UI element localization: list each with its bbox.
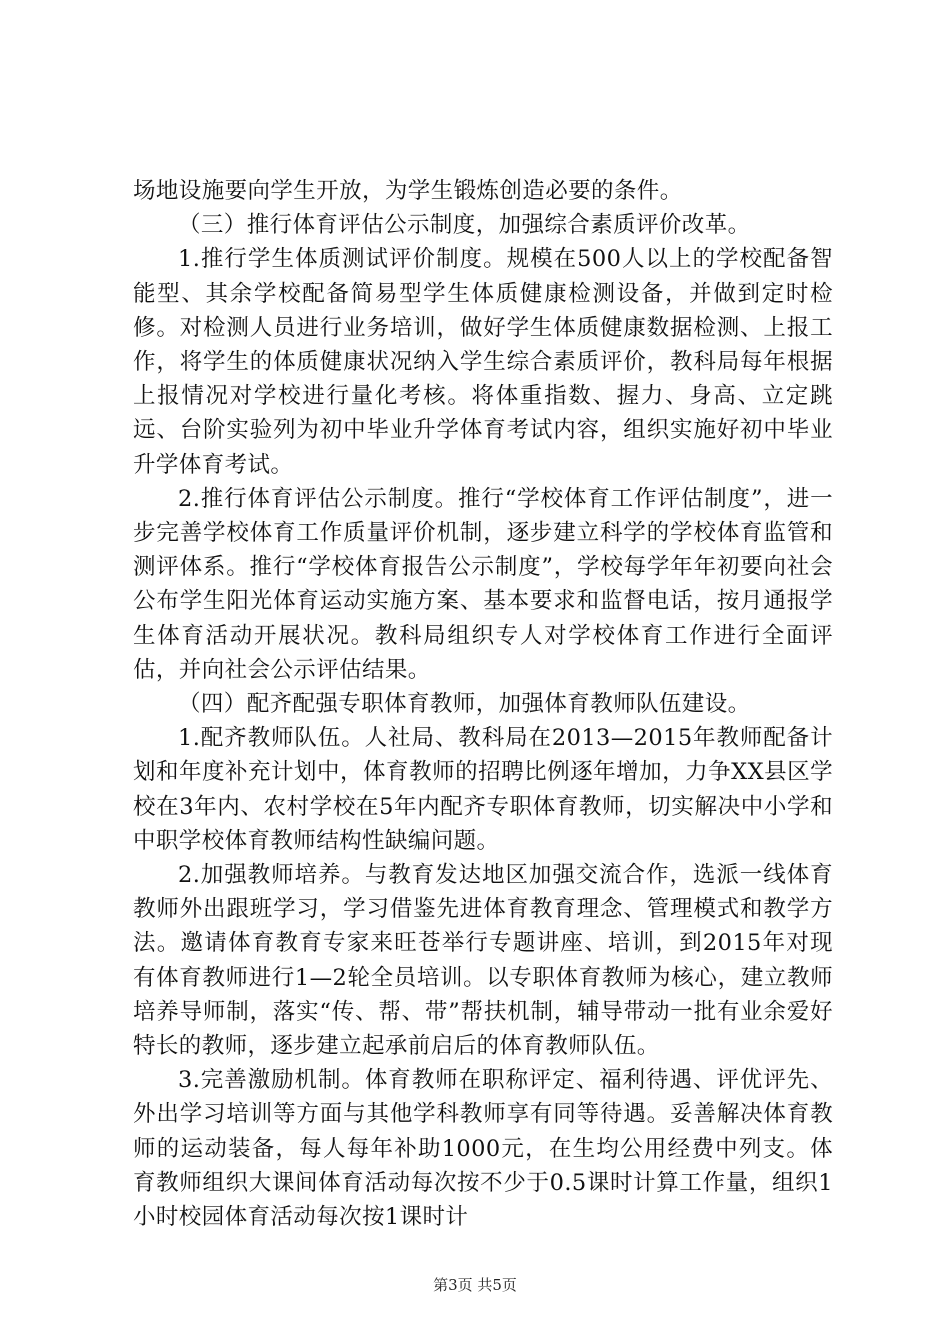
section-heading-three: （三）推行体育评估公示制度，加强综合素质评价改革。 — [178, 212, 751, 239]
paragraph-item-3-incentives: 3.完善激励机制。体育教师在职称评定、福利待遇、评优评先、外出学习培训等方面与其他学科教师享有同等待遇。妥善解决体育教师的运动装备，每人每年补助1000元，在生均公用经费中列支。体育教师组织大课间体育活动每次按不少于0.5课时计算工作量，组织1小时校园体育活动每次按1课时计 — [133, 1067, 833, 1231]
paragraph-continuation: 场地设施要向学生开放，为学生锻炼创造必要的条件。 — [133, 178, 683, 204]
paragraph-item-2-training: 2.加强教师培养。与教育发达地区加强交流合作，选派一线体育教师外出跟班学习，学习借鉴先进体育教育理念、管理模式和教学方法。邀请体育教育专家来旺苍举行专题讲座、培训，到2015年对现有体育教师进行1—2轮全员培训。以专职体育教师为核心，建立教师培养导师制，落实“传、帮、带”帮扶机制，辅导带动一批有业余爱好特长的教师，逐步建立起承前启后的体育教师队伍。 — [133, 862, 833, 1060]
section-heading-four: （四）配齐配强专职体育教师，加强体育教师队伍建设。 — [178, 691, 751, 718]
paragraph-item-1: 1.推行学生体质测试评价制度。规模在500人以上的学校配备智能型、其余学校配备简易型学生体质健康检测设备，并做到定时检修。对检测人员进行业务培训，做好学生体质健康数据检测、上报工作，将学生的体质健康状况纳入学生综合素质评价，教科局每年根据上报情况对学校进行量化考核。将体重指数、握力、身高、立定跳远、台阶实验列为初中毕业升学体育考试内容，组织实施好初中毕业升学体育考试。 — [133, 246, 833, 478]
paragraph-item-1-teachers: 1.配齐教师队伍。人社局、教科局在2013—2015年教师配备计划和年度补充计划中，体育教师的招聘比例逐年增加，力争XX县区学校在3年内、农村学校在5年内配齐专职体育教师，切实解决中小学和中职学校体育教师结构性缺编问题。 — [133, 725, 833, 854]
page-number-footer: 第3页 共5页 — [433, 1276, 517, 1294]
document-body — [133, 174, 833, 1234]
paragraph-item-2: 2.推行体育评估公示制度。推行“学校体育工作评估制度”，进一步完善学校体育工作质量评价机制，逐步建立科学的学校体育监管和测评体系。推行“学校体育报告公示制度”，学校每学年年初要向社会公布学生阳光体育运动实施方案、基本要求和监督电话，按月通报学生体育活动开展状况。教科局组织专人对学校体育工作进行全面评估，并向社会公示评估结果。 — [133, 485, 833, 683]
